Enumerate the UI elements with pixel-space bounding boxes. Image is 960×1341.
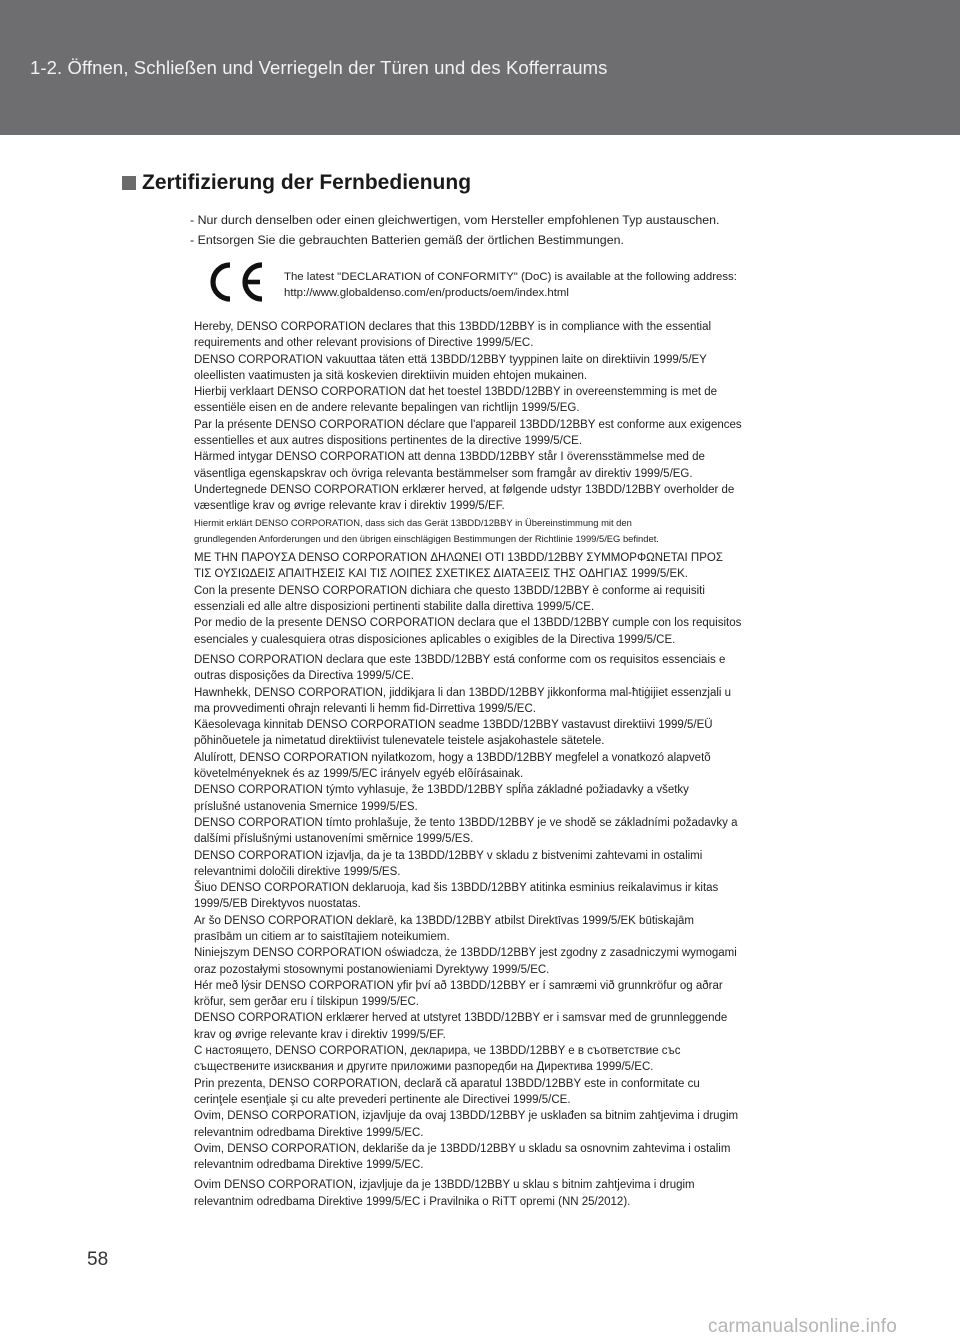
declaration-line: relevantnim odredbama Direktive 1999/5/EC. [194, 1159, 424, 1172]
declaration-line: ma provvedimenti oħrajn relevanti li hemm fid-Dirrettiva 1999/5/EC. [194, 702, 536, 715]
declaration-line: Prin prezenta, DENSO CORPORATION, declară că aparatul 13BDD/12BBY este in conformitate cu [194, 1077, 700, 1090]
declaration-line: DENSO CORPORATION vakuuttaa täten että 13BDD/12BBY tyyppinen laite on direktiivin 1999/5/EY [194, 353, 707, 366]
declaration-line: kröfur, sem gerðar eru í tilskipun 1999/5/EC. [194, 996, 419, 1009]
site-watermark: carmanualsonline.info [708, 1316, 898, 1337]
declaration-line: dalšími příslušnými ustanoveními směrnice 1999/5/ES. [194, 833, 474, 846]
declaration-line: Ovim, DENSO CORPORATION, izjavljuje da ovaj 13BDD/12BBY je usklađen sa bitnim zahtjevima i drugim [194, 1110, 739, 1123]
declaration-line: oraz pozostałymi stosownymi postanowieniami Dyrektywy 1999/5/EC. [194, 963, 550, 976]
declaration-line: oleellisten vaatimusten ja sitä koskevien direktiivin muiden ehtojen mukainen. [194, 369, 588, 382]
declaration-paragraph [194, 1141, 784, 1174]
bullet-list [190, 210, 719, 250]
declaration-line: DENSO CORPORATION erklærer herved at utstyret 13BDD/12BBY er i samsvar med de grunnleggende [194, 1012, 728, 1025]
declaration-line: krav og øvrige relevante krav i direktiv 1999/5/EF. [194, 1028, 446, 1041]
declarations-list [194, 319, 784, 1210]
doc-notice-line: The latest "DECLARATION of CONFORMITY" (DoC) is available at the following address: [284, 271, 737, 283]
declaration-line: outras disposições da Directiva 1999/5/CE. [194, 670, 414, 683]
declaration-line: essentielles et aux autres dispositions pertinentes de la directive 1999/5/CE. [194, 435, 583, 448]
declaration-line: Niniejszym DENSO CORPORATION oświadcza, że 13BDD/12BBY jest zgodny z zasadniczymi wymogami [194, 947, 737, 960]
declaration-line: Por medio de la presente DENSO CORPORATION declara que el 13BDD/12BBY cumple con los requisitos [194, 617, 742, 630]
declaration-paragraph [194, 1010, 784, 1043]
declaration-line: С настоящето, DENSO CORPORATION, декларира, че 13BDD/12BBY е в съответствие със [194, 1045, 681, 1058]
declaration-paragraph [194, 717, 784, 750]
declaration-line: ΤΙΣ ΟΥΣΙΩΔΕΙΣ ΑΠΑΙΤΗΣΕΙΣ ΚΑΙ ΤΙΣ ΛΟΙΠΕΣ ΣΧΕΤΙΚΕΣ ΔΙΑΤΑΞΕΙΣ ΤΗΣ ΟΔΗΓΙΑΣ 1999/5/ΕΚ. [194, 568, 688, 581]
declaration-line: essenziali ed alle altre disposizioni pertinenti stabilite dalla direttiva 1999/5/CE. [194, 601, 595, 614]
declaration-paragraph [194, 1177, 784, 1210]
declaration-paragraph [194, 978, 784, 1011]
declaration-line: Alulírott, DENSO CORPORATION nyilatkozom, hogy a 13BDD/12BBY megfelel a vonatkozó alapvetõ [194, 751, 711, 764]
declaration-line: съществените изисквания и другите приложими разпоредби на Директива 1999/5/ЕС. [194, 1061, 654, 1074]
declaration-line: væsentlige krav og øvrige relevante krav i direktiv 1999/5/EF. [194, 500, 505, 513]
declaration-line: 1999/5/EB Direktyvos nuostatas. [194, 898, 361, 911]
declaration-paragraph [194, 319, 784, 352]
page-number: 58 [87, 1249, 109, 1270]
bullet-item: - Entsorgen Sie die gebrauchten Batterien gemäß der örtlichen Bestimmungen. [190, 233, 624, 247]
chapter-title: 1-2. Öffnen, Schließen und Verriegeln der Türen und des Kofferraums [30, 57, 608, 78]
declaration-paragraph [194, 482, 784, 515]
ce-mark-icon [204, 259, 266, 305]
declaration-line: DENSO CORPORATION declara que este 13BDD/12BBY está conforme com os requisitos essenciais e [194, 653, 726, 666]
declaration-paragraph [194, 880, 784, 913]
declaration-line: Hereby, DENSO CORPORATION declares that this 13BDD/12BBY is in compliance with the essential [194, 321, 712, 333]
section-heading-text: Zertifizierung der Fernbedienung [142, 171, 472, 194]
declaration-line: Ar šo DENSO CORPORATION deklarē, ka 13BDD/12BBY atbilst Direktīvas 1999/5/EK būtiskajām [194, 914, 695, 927]
bullet-item: - Nur durch denselben oder einen gleichwertigen, vom Hersteller empfohlenen Typ austauschen. [190, 213, 720, 227]
declaration-line: relevantnimi določili direktive 1999/5/ES. [194, 865, 401, 878]
declaration-line: relevantnim odredbama Direktive 1999/5/EC i Pravilnika o RiTT opremi (NN 25/2012). [194, 1195, 631, 1208]
declaration-line: Hér með lýsir DENSO CORPORATION yfir því að 13BDD/12BBY er í samræmi við grunnkröfur og aðrar [194, 979, 723, 992]
declaration-line: Par la présente DENSO CORPORATION déclare que l'appareil 13BDD/12BBY est conforme aux exigences [194, 418, 742, 431]
declaration-paragraph [194, 913, 784, 946]
declaration-paragraph [194, 685, 784, 718]
declaration-paragraph [194, 945, 784, 978]
declaration-line: Hierbij verklaart DENSO CORPORATION dat het toestel 13BDD/12BBY in overeenstemming is met de [194, 386, 718, 399]
declaration-line: Käesolevaga kinnitab DENSO CORPORATION seadme 13BDD/12BBY vastavust direktiivi 1999/5/EÜ [194, 719, 713, 732]
declaration-line: requirements and other relevant provisions of Directive 1999/5/EC. [194, 337, 534, 350]
chapter-header-band [0, 0, 960, 135]
declaration-paragraph [194, 615, 784, 648]
square-bullet-icon [122, 176, 136, 190]
section-heading [122, 171, 471, 195]
declaration-paragraph [194, 352, 784, 385]
declaration-line: DENSO CORPORATION izjavlja, da je ta 13BDD/12BBY v skladu z bistvenimi zahtevami in ostalimi [194, 849, 703, 862]
declaration-paragraph [194, 449, 784, 482]
declaration-paragraph [194, 417, 784, 450]
declaration-paragraph [194, 583, 784, 616]
declaration-line: Undertegnede DENSO CORPORATION erklærer herved, at følgende udstyr 13BDD/12BBY overholder de [194, 483, 735, 496]
declaration-paragraph [194, 515, 784, 548]
declaration-line: esenciales y cualesquiera otras disposiciones aplicables o exigibles de la Directiva 1999/5/CE. [194, 633, 676, 646]
declaration-line: grundlegenden Anforderungen und den übrigen einschlägigen Bestimmungen der Richtlinie 1999/5/EG befindet. [194, 532, 659, 544]
declaration-line: Härmed intygar DENSO CORPORATION att denna 13BDD/12BBY står I överensstämmelse med de [194, 451, 705, 464]
declaration-line: põhinõuetele ja nimetatud direktiivist tulenevatele teistele asjakohastele sätetele. [194, 735, 605, 748]
declaration-line: követelményeknek és az 1999/5/EC irányelv egyéb elõírásainak. [194, 768, 524, 781]
declaration-paragraph [194, 1043, 784, 1076]
declaration-line: DENSO CORPORATION tímto prohlašuje, že tento 13BDD/12BBY je ve shodě se základními požadavky a [194, 816, 738, 829]
declaration-line: prasībām un citiem ar to saistītajiem noteikumiem. [194, 930, 450, 943]
declaration-paragraph [194, 782, 784, 815]
declaration-paragraph [194, 384, 784, 417]
declaration-line: essentiële eisen en de andere relevante bepalingen van richtlijn 1999/5/EG. [194, 402, 580, 415]
declaration-line: relevantnim odredbama Direktive 1999/5/EC. [194, 1126, 424, 1139]
declaration-line: Ovim, DENSO CORPORATION, deklariše da je 13BDD/12BBY u skladu sa osnovnim zahtevima i ostalim [194, 1142, 731, 1155]
declaration-line: príslušné ustanovenia Smernice 1999/5/ES. [194, 800, 418, 813]
declaration-line: väsentliga egenskapskrav och övriga relevanta bestämmelser som framgår av direktiv 1999/5/EG. [194, 467, 693, 480]
declaration-paragraph [194, 1108, 784, 1141]
declaration-line: cerinţele esenţiale şi cu alte prevederi pertinente ale Directivei 1999/5/CE. [194, 1093, 571, 1106]
doc-availability-notice [284, 269, 737, 301]
declaration-line: Hiermit erklärt DENSO CORPORATION, dass sich das Gerät 13BDD/12BBY in Übereinstimmung mit den [194, 516, 632, 528]
declaration-paragraph [194, 848, 784, 881]
declaration-line: Con la presente DENSO CORPORATION dichiara che questo 13BDD/12BBY è conforme ai requisiti [194, 584, 705, 597]
declaration-line: Hawnhekk, DENSO CORPORATION, jiddikjara li dan 13BDD/12BBY jikkonforma mal-ħtiġijiet essenzjali u [194, 686, 732, 699]
declaration-paragraph [194, 652, 784, 685]
declaration-line: ΜΕ ΤΗΝ ΠΑΡΟΥΣΑ DENSO CORPORATION ΔΗΛΩΝΕΙ ΟΤΙ 13BDD/12BBY ΣΥΜΜΟΡΦΩΝΕΤΑΙ ΠΡΟΣ [194, 552, 723, 565]
doc-url: http://www.globaldenso.com/en/products/oem/index.html [284, 287, 569, 299]
declaration-paragraph [194, 1076, 784, 1109]
declaration-line: Ovim DENSO CORPORATION, izjavljuje da je 13BDD/12BBY u sklau s bitnim zahtjevima i drugim [194, 1179, 695, 1192]
declaration-paragraph [194, 550, 784, 583]
declaration-line: DENSO CORPORATION týmto vyhlasuje, že 13BDD/12BBY spĺňa základné požiadavky a všetky [194, 784, 689, 797]
declaration-paragraph [194, 750, 784, 783]
declaration-paragraph [194, 815, 784, 848]
declaration-line: Šiuo DENSO CORPORATION deklaruoja, kad šis 13BDD/12BBY atitinka esminius reikalavimus ir kitas [194, 882, 719, 895]
